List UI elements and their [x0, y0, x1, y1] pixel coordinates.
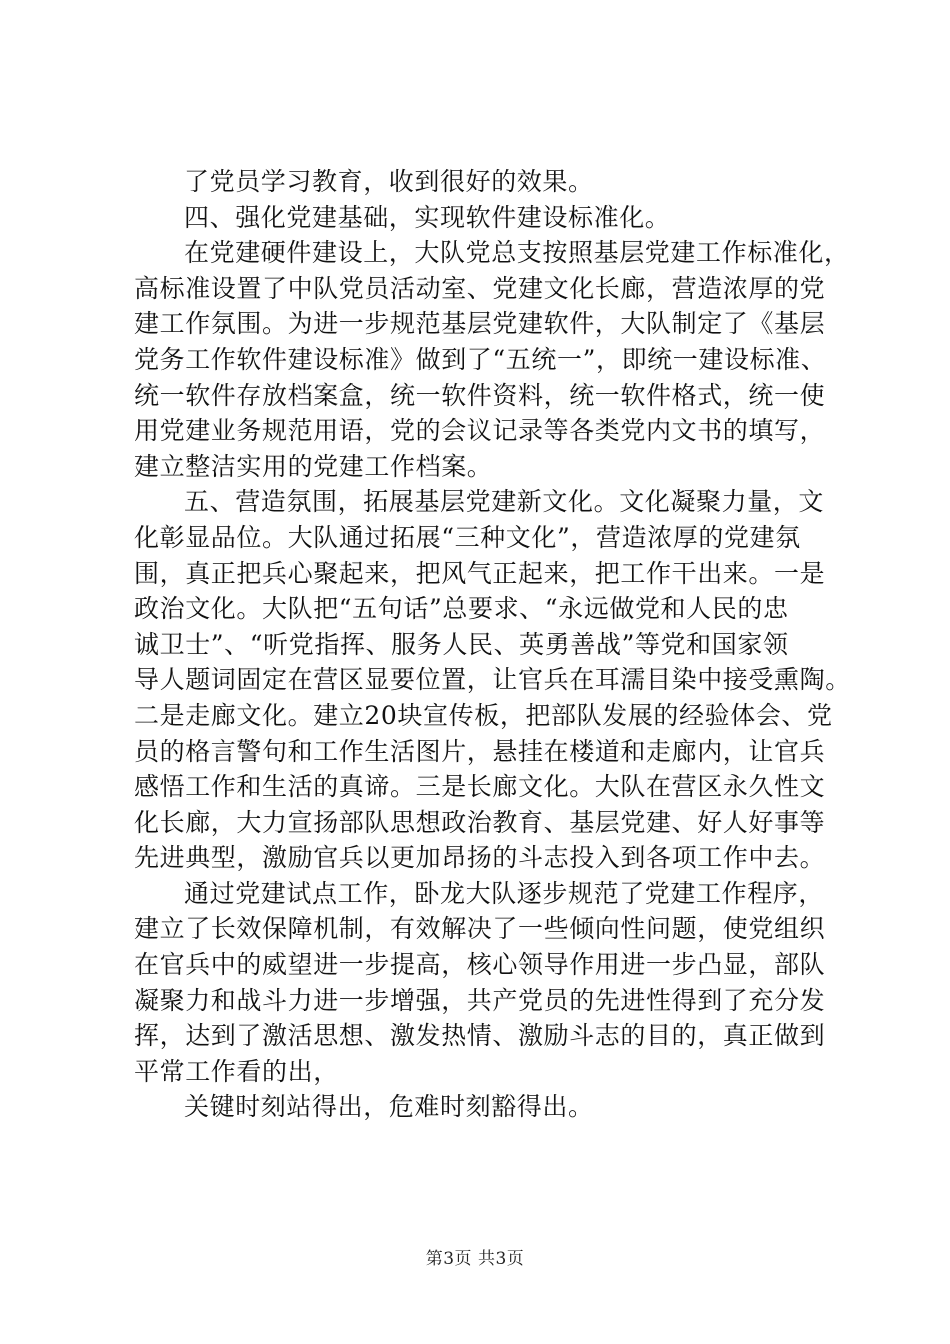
text-line: 用党建业务规范用语，党的会议记录等各类党内文书的填写，	[134, 416, 826, 446]
text-line: 感悟工作和生活的真谛。三是长廊文化。大队在营区永久性文	[134, 772, 826, 802]
page-number-footer: 第3页 共3页	[425, 1249, 525, 1269]
text-line: 化长廊，大力宣扬部队思想政治教育、基层党建、好人好事等	[134, 807, 826, 837]
text-line: 了党员学习教育，收到很好的效果。	[184, 167, 594, 196]
document-body	[134, 164, 851, 1125]
text-line: 建工作氛围。为进一步规范基层党建软件，大队制定了《基层	[134, 309, 826, 339]
text-line: 在党建硬件建设上，大队党总支按照基层党建工作标准化，	[184, 238, 850, 268]
text-line: 凝聚力和战斗力进一步增强，共产党员的先进性得到了充分发	[134, 985, 826, 1015]
text-line: 高标准设置了中队党员活动室、党建文化长廊，营造浓厚的党	[134, 273, 826, 303]
text-line: 建立了长效保障机制，有效解决了一些倾向性问题，使党组织	[134, 914, 826, 944]
text-line: 党务工作软件建设标准》做到了“五统一”，即统一建设标准、	[134, 344, 827, 374]
text-line: 通过党建试点工作，卧龙大队逐步规范了党建工作程序，	[184, 878, 825, 908]
text-line: 围，真正把兵心聚起来，把风气正起来，把工作干出来。一是	[134, 558, 826, 588]
text-line: 建立整洁实用的党建工作档案。	[134, 451, 493, 481]
text-line: 导人题词固定在营区显要位置，让官兵在耳濡目染中接受熏陶。	[134, 665, 851, 695]
text-line: 先进典型，激励官兵以更加昂扬的斗志投入到各项工作中去。	[134, 843, 826, 873]
text-line: 平常工作看的出，	[134, 1056, 339, 1086]
text-line: 政治文化。大队把“五句话”总要求、“永远做党和人民的忠	[134, 594, 789, 624]
section-heading: 四、强化党建基础，实现软件建设标准化。	[184, 202, 671, 232]
text-line: 员的格言警句和工作生活图片，悬挂在楼道和走廊内，让官兵	[134, 736, 826, 766]
text-line: 挥，达到了激活思想、激发热情、激励斗志的目的，真正做到	[134, 1021, 826, 1051]
text-line: 诚卫士”、“听党指挥、服务人民、英勇善战”等党和国家领	[134, 629, 789, 659]
text-line: 二是走廊文化。建立20块宣传板，把部队发展的经验体会、党	[134, 700, 833, 730]
text-line: 关键时刻站得出，危难时刻豁得出。	[184, 1092, 594, 1122]
section-heading: 五、营造氛围，拓展基层党建新文化。文化凝聚力量，文	[184, 487, 825, 517]
text-line: 化彰显品位。大队通过拓展“三种文化”，营造浓厚的党建氛	[134, 522, 801, 552]
text-line: 在官兵中的威望进一步提高，核心领导作用进一步凸显，部队	[134, 950, 826, 980]
text-line: 统一软件存放档案盒，统一软件资料，统一软件格式，统一使	[134, 380, 826, 410]
